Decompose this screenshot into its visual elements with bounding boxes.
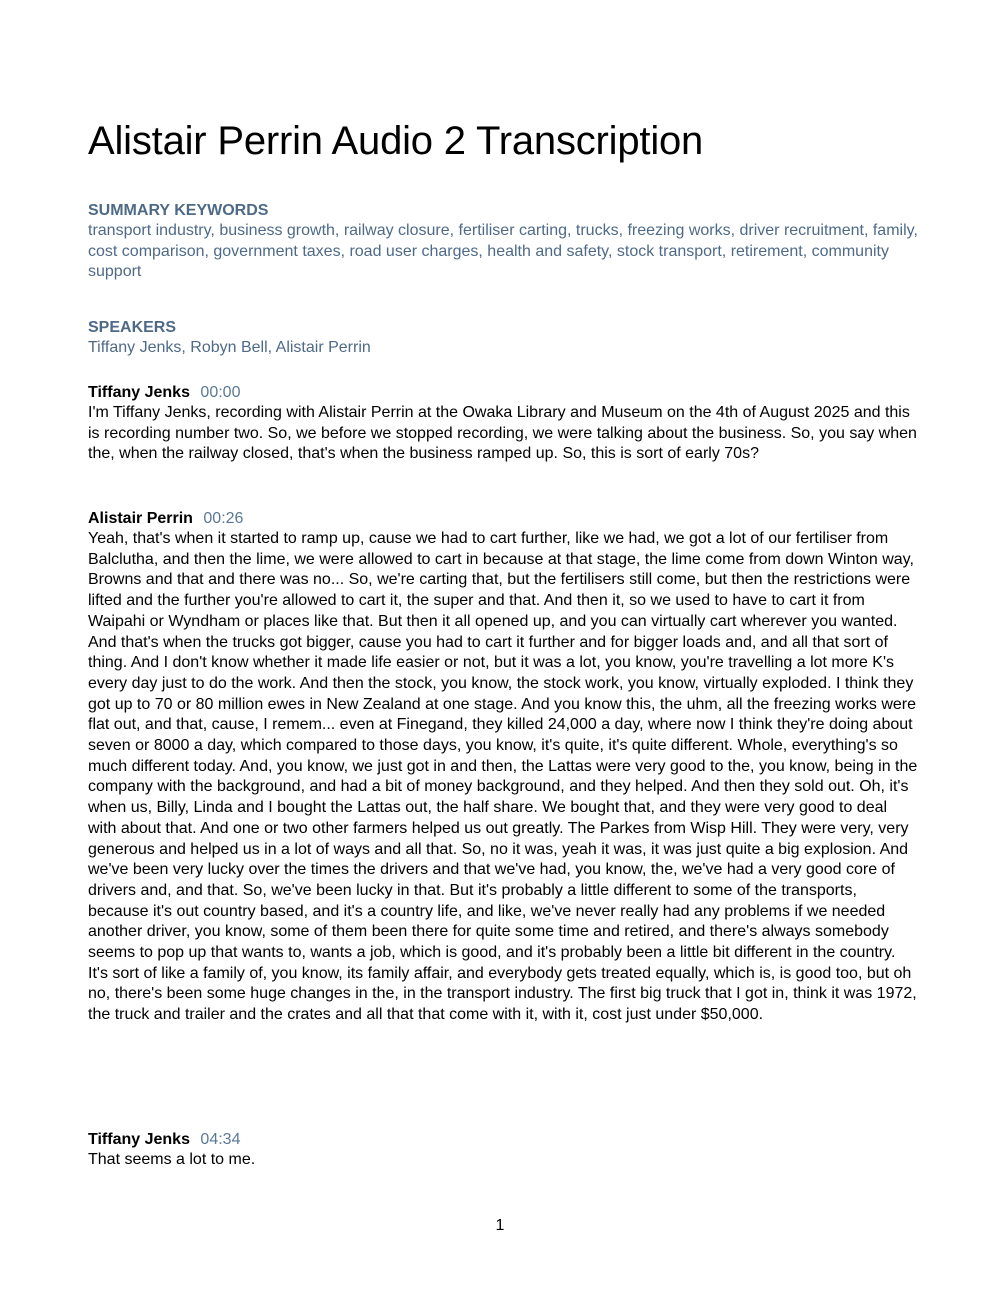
turn-text: Yeah, that's when it started to ramp up, cause we had to cart further, like we had, we got a lot of our fertiliser from Balclutha, and then the lime, we were allowed to cart in because at that stage, the lime come from down Winton way, Browns and that and there was no... So, we're carting that, but the fertilisers still come, but then the restrictions were lifted and the further you're allowed to cart it, the super and that. And then it, so we used to have to cart it from Waipahi or Wyndham or places like that. But then it all opened up, and you can virtually cart wherever you wanted. And that's when the trucks got bigger, cause you had to cart it further and for bigger loads and, and all that sort of thing. And I don't know whether it made life easier or not, but it was a lot, you know, you're travelling a lot more K's every day just to do the work. And then the stock, you know, the stock work, you know, virtually exploded. I think they got up to 70 or 80 million ewes in New Zealand at one stage. And you know this, the uhm, all the freezing works were flat out, and that, cause, I remem... even at Finegand, they killed 24,000 a day, where now I think they're doing about seven or 8000 a day, which compared to those days, you know, it's quite, it's quite different. Whole, everything's so much different today. And, you know, we just got in and then, the Lattas were very good to the, you know, being in the company with the background, and had a bit of money background, and they helped. And then they sold out. Oh, it's when us, Billy, Linda and I bought the Lattas out, the half share. We bought that, and they were very good to deal with about that. And one or two other farmers helped us out greatly. The Parkes from Wisp Hill. They were very, very generous and helped us in a lot of ways and all that. So, no it was, yeah it was, it was just quite a big explosion. And we've been very lucky over the times the drivers and that we've had, you know, the, we've had a very good core of drivers and, and that. So, we've been lucky in that. But it's probably a little different to some of the transports, because it's out country based, and it's a country life, and like, we've never really had any problems if we needed another driver, you know, some of them been there for quite some time and retired, and there's always somebody seems to pop up that wants to, wants a job, which is good, and it's probably been a little bit different in the country. It's sort of like a family of, you know, its family affair, and everybody gets treated equally, which is, is good too, but oh no, there's been some huge changes in the, in the transport industry. The first big truck that I got in, think it was 1972, the truck and trailer and the crates and all that that come with it, with it, cost just under $50,000.: [88, 530, 918, 1024]
summary-keywords-list: transport industry, business growth, railway closure, fertiliser carting, trucks, freezing works, driver recruitment, family, cost comparison, government taxes, road user charges, health and safety, stock transport, retirement, community support: [88, 222, 918, 281]
turn-text: I'm Tiffany Jenks, recording with Alistair Perrin at the Owaka Library and Museum on the 4th of August 2025 and this is recording number two. So, we before we stopped recording, we were talking about the business. So, you say when the, when the railway closed, that's when the business ramped up. So, this is sort of early 70s?: [88, 404, 917, 463]
timestamp: 00:00: [200, 384, 241, 401]
turn-header: [88, 382, 918, 403]
speakers-heading: SPEAKERS: [88, 319, 177, 336]
timestamp: 00:26: [203, 510, 244, 527]
transcript-turn: [88, 382, 918, 465]
transcript-turn: [88, 508, 918, 1026]
turn-header: [88, 508, 918, 529]
timestamp: 04:34: [200, 1131, 241, 1148]
transcript-turn: [88, 1129, 918, 1171]
speakers-section: [88, 317, 918, 359]
speaker-name: Alistair Perrin: [88, 510, 193, 527]
turn-text: That seems a lot to me.: [88, 1151, 256, 1168]
turn-header: [88, 1129, 918, 1150]
document-title: Alistair Perrin Audio 2 Transcription: [88, 119, 704, 163]
summary-keywords-section: [88, 200, 918, 283]
page-number: 1: [495, 1217, 505, 1234]
speaker-name: Tiffany Jenks: [88, 384, 190, 401]
speaker-name: Tiffany Jenks: [88, 1131, 190, 1148]
summary-keywords-heading: SUMMARY KEYWORDS: [88, 202, 269, 219]
speakers-list: Tiffany Jenks, Robyn Bell, Alistair Perrin: [88, 339, 371, 356]
